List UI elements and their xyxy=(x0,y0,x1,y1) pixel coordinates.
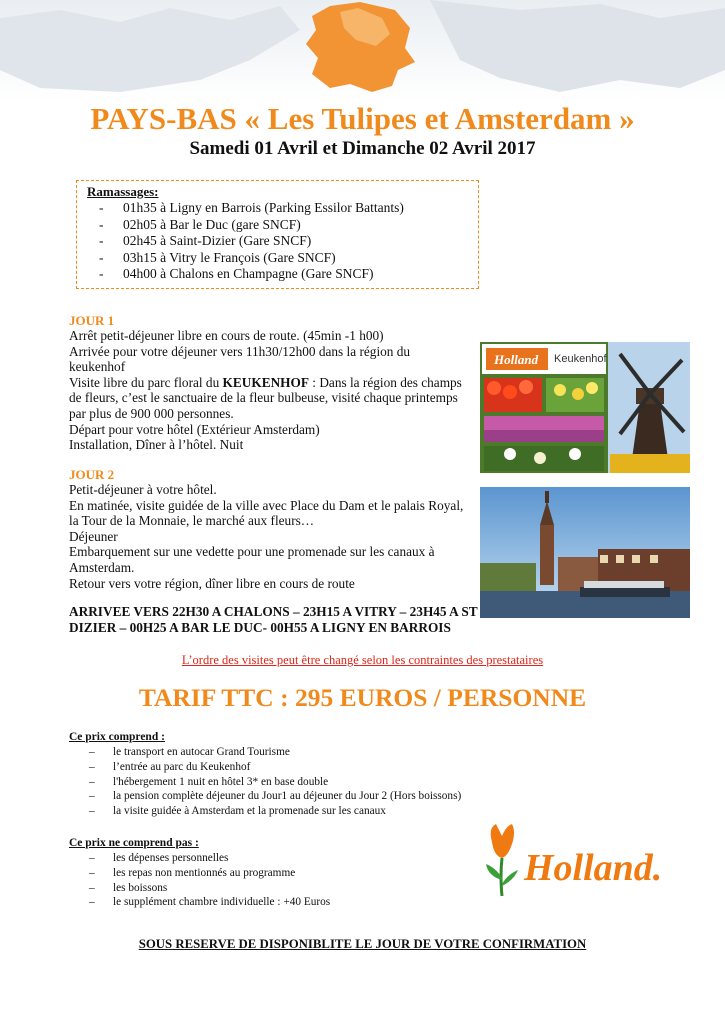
holland-tulip-logo xyxy=(478,822,674,902)
pickup-box xyxy=(76,180,479,289)
page-title: PAYS-BAS « Les Tulipes et Amsterdam » xyxy=(90,101,635,136)
availability-notice: SOUS RESERVE DE DISPONIBLITE LE JOUR DE VOTRE CONFIRMATION xyxy=(138,937,587,951)
netherlands-map-header xyxy=(0,0,725,100)
visit-order-notice: L’ordre des visites peut être changé selon les contraintes des prestataires xyxy=(181,653,544,667)
list-item: – le transport en autocar Grand Tourisme xyxy=(89,746,290,758)
svg-text:Holland: Holland xyxy=(494,352,539,367)
svg-text:Keukenhof: Keukenhof xyxy=(554,353,607,365)
list-item: – les repas non mentionnés au programme xyxy=(89,866,296,879)
list-item: – les dépenses personnelles xyxy=(89,852,229,864)
includes-list xyxy=(89,745,461,819)
list-item: - 04h00 à Chalons en Champagne (Gare SNCF) xyxy=(99,266,374,281)
includes-title: Ce prix comprend : xyxy=(69,731,165,743)
pickup-title: Ramassages: xyxy=(87,184,159,199)
day2-title: JOUR 2 xyxy=(69,467,115,482)
list-item: – le supplément chambre individuelle : +40 Euros xyxy=(89,896,331,909)
trip-dates: Samedi 01 Avril et Dimanche 02 Avril 2017 xyxy=(189,138,536,159)
day2-text: Petit-déjeuner à votre hôtel. En matinée, visite guidée de la ville avec Place du Dam et le palais Royal, la Tour de la Monnaie, le marché aux fleurs… Déjeuner Embarquement sur une vedette pour une promenade sur les canaux à Amsterdam. Retour vers votre région, dîner libre en cours de route xyxy=(69,482,464,591)
excludes-list xyxy=(89,851,330,910)
list-item: – la visite guidée à Amsterdam et la promenade sur les canaux xyxy=(89,805,386,818)
arrival-times: ARRIVEE VERS 22H30 A CHALONS – 23H15 A VITRY – 23H45 A ST DIZIER – 00H25 A BAR LE DUC- 00H55 A LIGNY EN BARROIS xyxy=(69,604,478,635)
pickup-list xyxy=(99,200,478,283)
keukenhof-photo xyxy=(480,342,690,473)
list-item: - 03h15 à Vitry le François (Gare SNCF) xyxy=(99,249,336,265)
list-item: – l'hébergement 1 nuit en hôtel 3* en base double xyxy=(89,775,329,788)
list-item: - 02h45 à Saint-Dizier (Gare SNCF) xyxy=(99,233,312,248)
day1-text: Arrêt petit-déjeuner libre en cours de route. (45min -1 h00) Arrivée pour votre déjeuner vers 11h30/12h00 dans la région du keukenhof Visite libre du parc floral du KEUKENHOF : Dans la région des champs de fleurs, c’est le sanctuaire de la fleur bulbeuse, visité chaque printemps par plus de 900 000 personnes. Départ pour votre hôtel (Extérieur Amsterdam) Installation, Dîner à l’hôtel. Nuit xyxy=(69,328,462,453)
list-item: - 02h05 à Bar le Duc (gare SNCF) xyxy=(99,216,301,232)
amsterdam-photo xyxy=(480,487,690,618)
day1-title: JOUR 1 xyxy=(69,313,115,328)
excludes-title: Ce prix ne comprend pas : xyxy=(69,837,199,849)
svg-text:Holland.: Holland. xyxy=(524,847,663,889)
list-item: – les boissons xyxy=(89,881,168,894)
price-heading: TARIF TTC : 295 EUROS / PERSONNE xyxy=(138,683,587,712)
list-item: – la pension complète déjeuner du Jour1 au déjeuner du Jour 2 (Hors boissons) xyxy=(89,790,462,803)
keukenhof-highlight: KEUKENHOF xyxy=(222,374,309,390)
list-item: – l’entrée au parc du Keukenhof xyxy=(89,760,251,773)
list-item: - 01h35 à Ligny en Barrois (Parking Essilor Battants) xyxy=(99,200,404,215)
